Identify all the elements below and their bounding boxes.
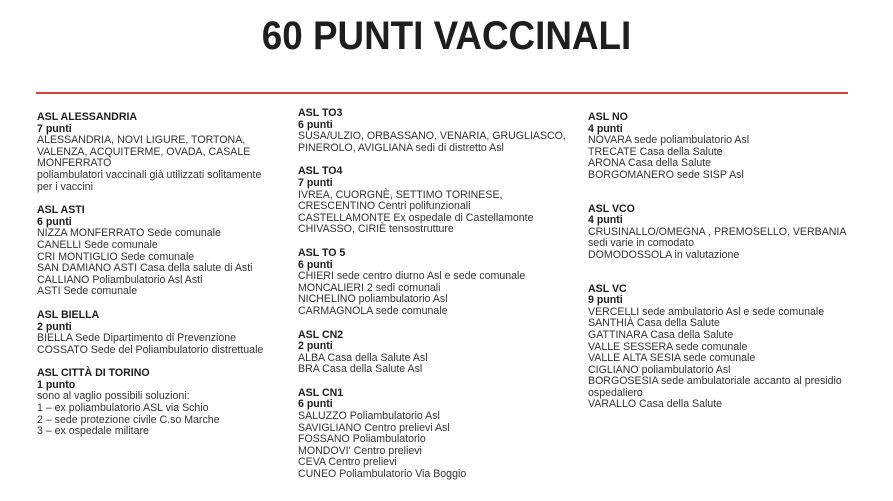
points-count: 9 punti: [588, 294, 623, 307]
location-line: NICHELINO poliambulatorio Asl: [298, 293, 448, 306]
location-line: SALUZZO Poliambulatorio Asl: [298, 410, 440, 423]
location-line: 1 – ex poliambulatorio ASL via Schio: [37, 402, 209, 415]
section-spacer: [588, 182, 878, 204]
asl-name: ASL VCO: [588, 202, 635, 215]
location-line: sedi varie in comodato: [588, 237, 694, 250]
column-2: [298, 108, 583, 481]
asl-section: [298, 166, 583, 236]
location-line: SAVIGLIANO Centro prelievi Asl: [298, 421, 450, 434]
red-divider: [36, 92, 848, 94]
location-line: CRESCENTINO Centri polifunzionali: [298, 200, 471, 213]
asl-section: [37, 310, 287, 356]
location-line: poliambulatori vaccinali già utilizzati solitamente: [37, 168, 262, 181]
points-count: 7 punti: [298, 176, 333, 189]
asl-section: [588, 284, 878, 412]
location-line: ARONA Casa della Salute: [588, 157, 712, 170]
location-line: CRUSINALLO/OMEGNA , PREMOSELLO, VERBANIA: [588, 225, 847, 238]
points-count: 6 punti: [298, 258, 333, 271]
location-line: ospedaliero: [588, 386, 643, 399]
location-line: BORGOSESIA sede ambulatoriale accanto al presidio: [588, 375, 842, 388]
location-line: 3 – ex ospedale militare: [37, 425, 149, 438]
location-line: NOVARA sede poliambulatorio Asl: [588, 134, 750, 147]
asl-section: [298, 330, 583, 376]
column-1: [37, 112, 287, 438]
location-line: SAN DAMIANO ASTI Casa della salute di Asti: [37, 262, 253, 275]
location-line: VALLE SESSERA sede comunale: [588, 340, 748, 353]
asl-section: [37, 112, 287, 193]
asl-section: [298, 108, 583, 154]
page-title: 60 PUNTI VACCINALI: [261, 14, 632, 58]
location-line: VALLE ALTA SESIA sede comunale: [588, 352, 756, 365]
section-spacer: [298, 318, 583, 330]
location-line: NIZZA MONFERRATO Sede comunale: [37, 227, 221, 240]
points-count: 2 punti: [37, 320, 72, 333]
location-line: CHIERI sede centro diurno Asl e sede comunale: [298, 270, 526, 283]
points-count: 6 punti: [298, 118, 333, 131]
asl-section: [37, 205, 287, 298]
points-count: 2 punti: [298, 340, 333, 353]
points-count: 6 punti: [37, 215, 72, 228]
location-line: CIGLIANO poliambulatorio Asl: [588, 363, 731, 376]
section-spacer: [588, 262, 878, 284]
location-line: ALESSANDRIA, NOVI LIGURE, TORTONA,: [37, 134, 246, 147]
asl-name: ASL BIELLA: [37, 308, 100, 321]
location-line: CALLIANO Poliambulatorio Asl Asti: [37, 273, 203, 286]
location-line: ALBA Casa della Salute Asl: [298, 351, 428, 364]
asl-section: [588, 112, 878, 182]
asl-name: ASL TO 5: [298, 246, 346, 259]
location-line: BORGOMANERO sede SISP Asl: [588, 168, 744, 181]
location-line: GATTINARA Casa della Salute: [588, 328, 734, 341]
asl-name: ASL ASTI: [37, 204, 85, 217]
location-line: DOMODOSSOLA in valutazione: [588, 248, 740, 261]
location-line: COSSATO Sede del Poliambulatorio distrettuale: [37, 343, 264, 356]
location-line: TRECATE Casa della Salute: [588, 145, 723, 158]
points-count: 4 punti: [588, 122, 623, 135]
asl-section: [298, 388, 583, 481]
location-line: ASTI Sede comunale: [37, 285, 138, 298]
asl-section: [37, 368, 287, 438]
location-line: BIELLA Sede Dipartimento di Prevenzione: [37, 332, 237, 345]
location-line: CHIVASSO, CIRIÈ tensostrutture: [298, 223, 454, 236]
asl-name: ASL CITTÀ DI TORINO: [37, 367, 150, 380]
asl-name: ASL CN2: [298, 328, 344, 341]
location-line: MONCALIERI 2 sedi comunali: [298, 281, 441, 294]
location-line: PINEROLO, AVIGLIANA sedi di distretto Asl: [298, 141, 504, 154]
asl-name: ASL TO3: [298, 107, 343, 119]
location-line: CUNEO Poliambulatorio Via Boggio: [298, 468, 467, 481]
location-line: VALENZA, ACQUITERME, OVADA, CASALE: [37, 145, 251, 158]
location-line: per i vaccini: [37, 180, 93, 193]
points-count: 7 punti: [37, 122, 72, 135]
points-count: 1 punto: [37, 378, 76, 391]
location-line: VARALLO Casa della Salute: [588, 398, 723, 411]
location-line: BRA Casa della Salute Asl: [298, 363, 423, 376]
column-3: [588, 112, 878, 411]
location-line: VERCELLI sede ambulatorio Asl e sede comunale: [588, 305, 825, 318]
location-line: IVREA, CUORGNÈ, SETTIMO TORINESE,: [298, 188, 503, 201]
location-line: CASTELLAMONTE Ex ospedale di Castellamonte: [298, 211, 534, 224]
points-count: 4 punti: [588, 214, 623, 227]
points-count: 6 punti: [298, 398, 333, 411]
asl-section: [588, 204, 878, 262]
location-line: 2 – sede protezione civile C.so Marche: [37, 413, 220, 426]
asl-name: ASL ALESSANDRIA: [37, 111, 138, 123]
location-line: CANELLI Sede comunale: [37, 238, 158, 251]
asl-section: [298, 248, 583, 318]
location-line: sono al vaglio possibili soluzioni:: [37, 390, 190, 403]
asl-name: ASL NO: [588, 111, 628, 123]
location-line: FOSSANO Poliambulatorio: [298, 433, 426, 446]
location-line: MONDOVI' Centro prelievi: [298, 444, 422, 457]
asl-name: ASL VC: [588, 282, 627, 295]
location-line: CEVA Centro prelievi: [298, 456, 397, 469]
location-line: MONFERRATO: [37, 157, 112, 170]
location-line: CRI MONTIGLIO Sede comunale: [37, 250, 195, 263]
asl-name: ASL CN1: [298, 386, 344, 399]
location-line: CARMAGNOLA sede comunale: [298, 304, 448, 317]
location-line: SANTHIÀ Casa della Salute: [588, 317, 720, 330]
asl-name: ASL TO4: [298, 165, 343, 178]
location-line: SUSA/ULZIO, ORBASSANO, VENARIA, GRUGLIASCO,: [298, 130, 566, 143]
